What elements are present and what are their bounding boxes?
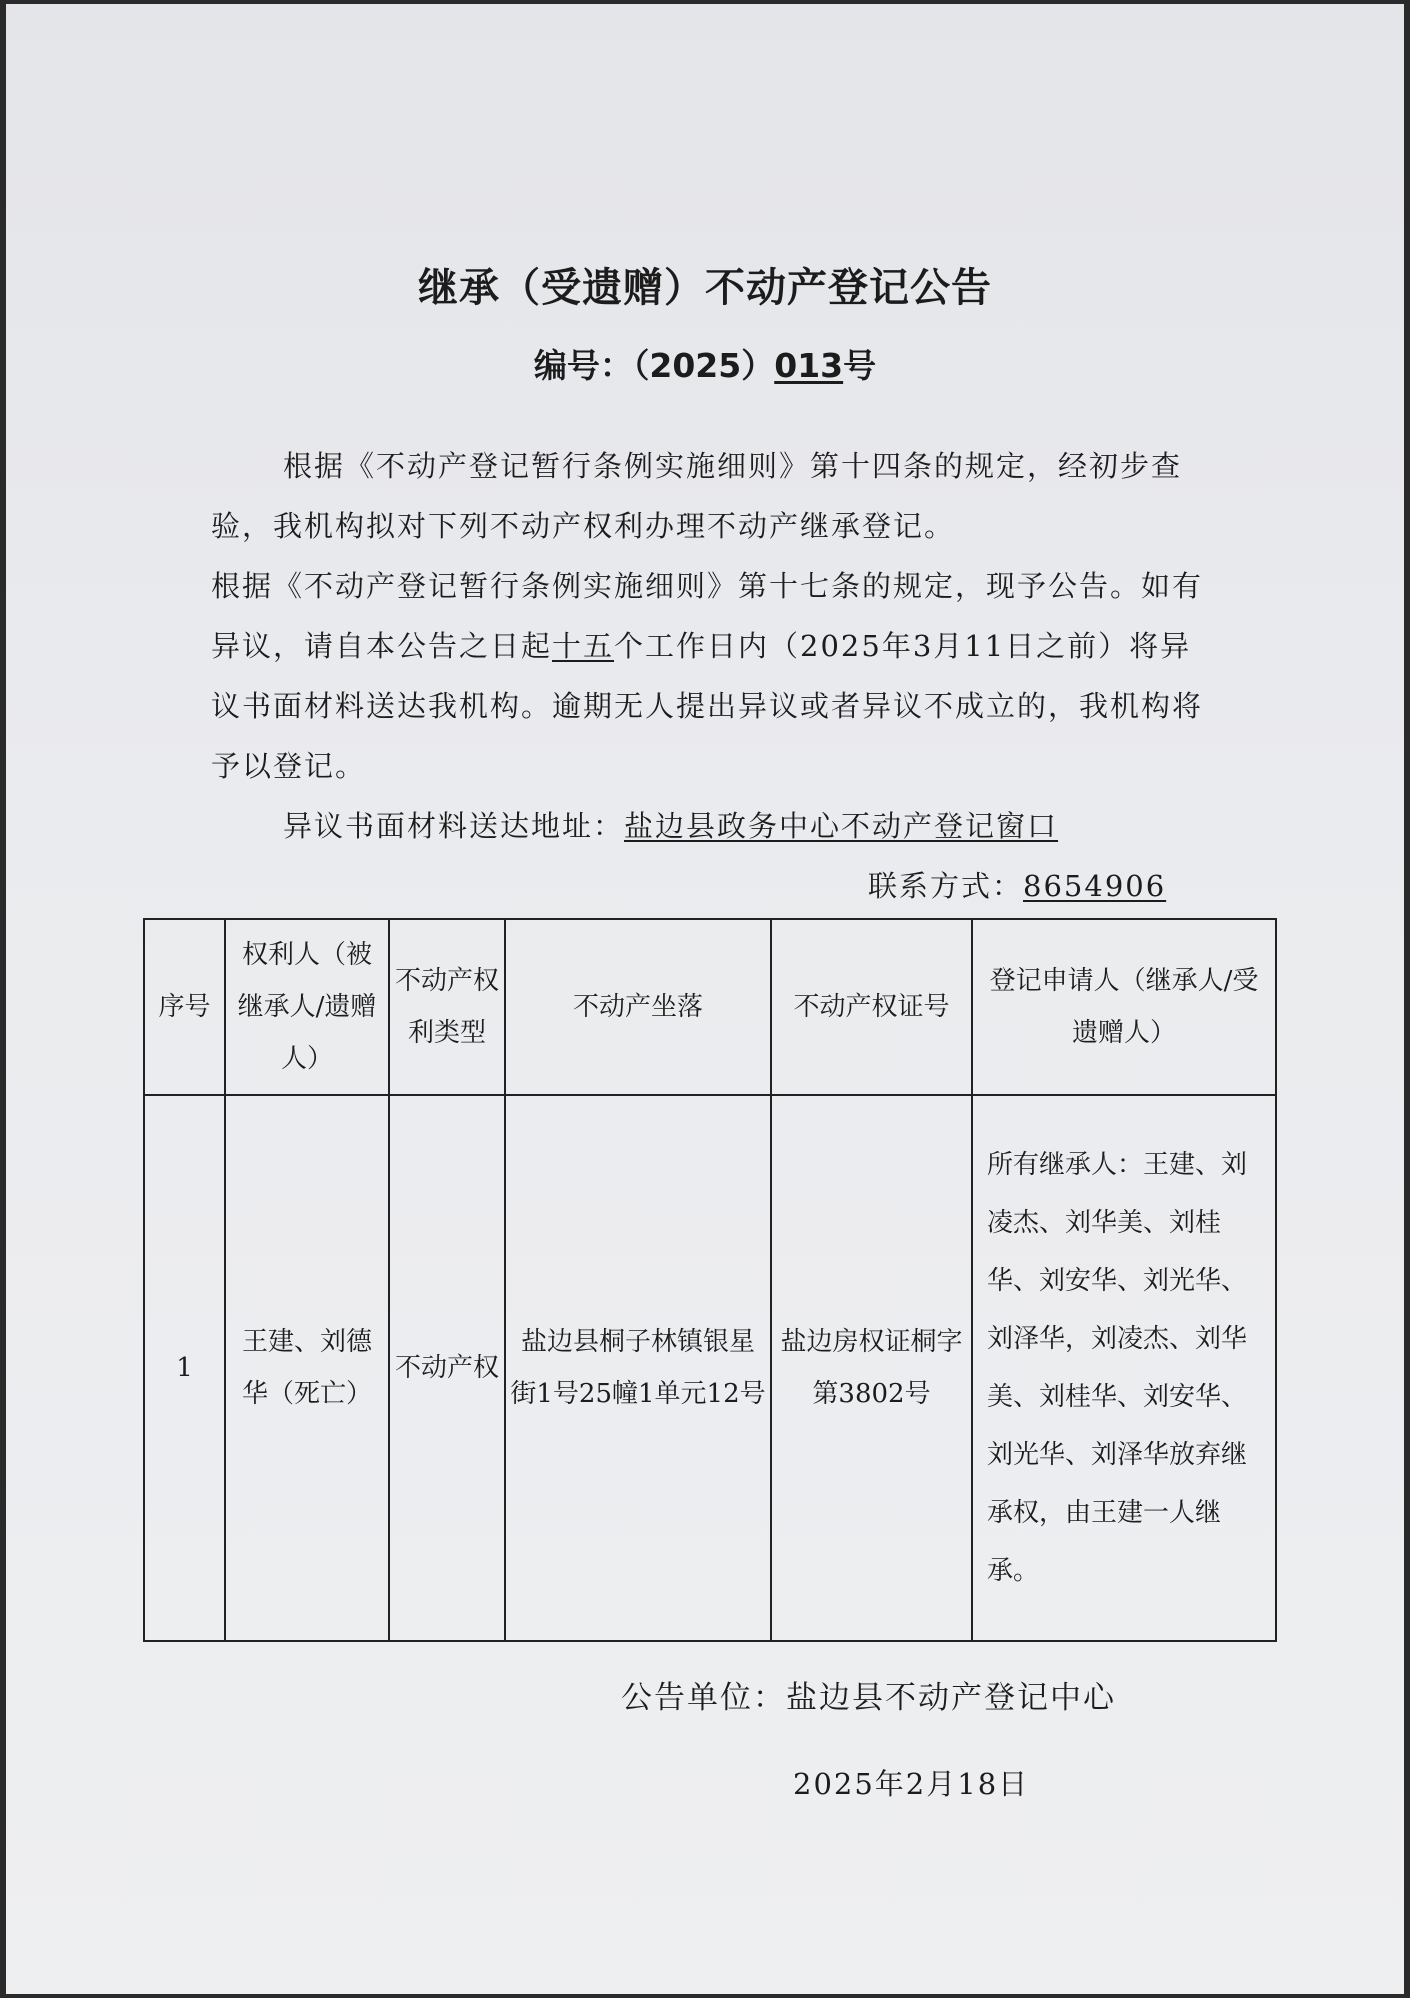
contact-info <box>868 864 1166 905</box>
property-table <box>143 918 1277 1642</box>
notice-number <box>6 340 1404 387</box>
header-location: 不动产坐落 <box>505 919 771 1095</box>
body-paragraph-2 <box>211 556 1211 796</box>
header-holder: 权利人（被继承人/遗赠人） <box>225 919 389 1095</box>
cell-applicant: 所有继承人：王建、刘凌杰、刘华美、刘桂华、刘安华、刘光华、刘泽华，刘凌杰、刘华美、刘桂华、刘安华、刘光华、刘泽华放弃继承权，由王建一人继承。 <box>972 1095 1276 1641</box>
notice-number-prefix: 编号：（2025） <box>533 346 775 385</box>
contact-label: 联系方式： <box>868 869 1024 903</box>
notice-number-suffix: 号 <box>843 346 877 385</box>
table-header-row <box>144 919 1276 1095</box>
cell-index: 1 <box>144 1095 225 1641</box>
objection-period: 十五 <box>552 629 615 663</box>
notice-number-value: 013 <box>774 346 844 385</box>
document-page <box>6 4 1404 1994</box>
header-right-type: 不动产权利类型 <box>389 919 505 1095</box>
body-paragraph-1: 根据《不动产登记暂行条例实施细则》第十四条的规定，经初步查验，我机构拟对下列不动产权利办理不动产继承登记。 <box>211 449 1183 543</box>
header-applicant: 登记申请人（继承人/受遗赠人） <box>972 919 1276 1095</box>
cell-location: 盐边县桐子林镇银星街1号25幢1单元12号 <box>505 1095 771 1641</box>
notice-title: 继承（受遗赠）不动产登记公告 <box>418 265 992 311</box>
notice-body <box>211 436 1211 796</box>
contact-value: 8654906 <box>1023 869 1167 903</box>
issue-date: 2025年2月18日 <box>793 1767 1030 1801</box>
header-cert-no: 不动产权证号 <box>771 919 972 1095</box>
body-paragraph-2-a: 根据《不动产登记暂行条例实施细则》第十七条的规定，现予公告。如有异议，请自本公告之日起 <box>211 569 1204 663</box>
objection-address <box>283 804 1058 845</box>
address-value: 盐边县政务中心不动产登记窗口 <box>624 809 1059 843</box>
header-index: 序号 <box>144 919 225 1095</box>
cell-cert-no: 盐边房权证桐字第3802号 <box>771 1095 972 1641</box>
cell-right-type: 不动产权 <box>389 1095 505 1641</box>
body-paragraph-2-b: 个工作日内（2025年3月11日之前）将异议书面材料送达我机构。逾期无人提出异议或者异议不成立的，我机构将予以登记。 <box>211 629 1204 783</box>
table-row <box>144 1095 1276 1641</box>
address-label: 异议书面材料送达地址： <box>283 809 625 843</box>
cell-holder: 王建、刘德华（死亡） <box>225 1095 389 1641</box>
issuing-unit: 公告单位：盐边县不动产登记中心 <box>621 1680 1116 1716</box>
